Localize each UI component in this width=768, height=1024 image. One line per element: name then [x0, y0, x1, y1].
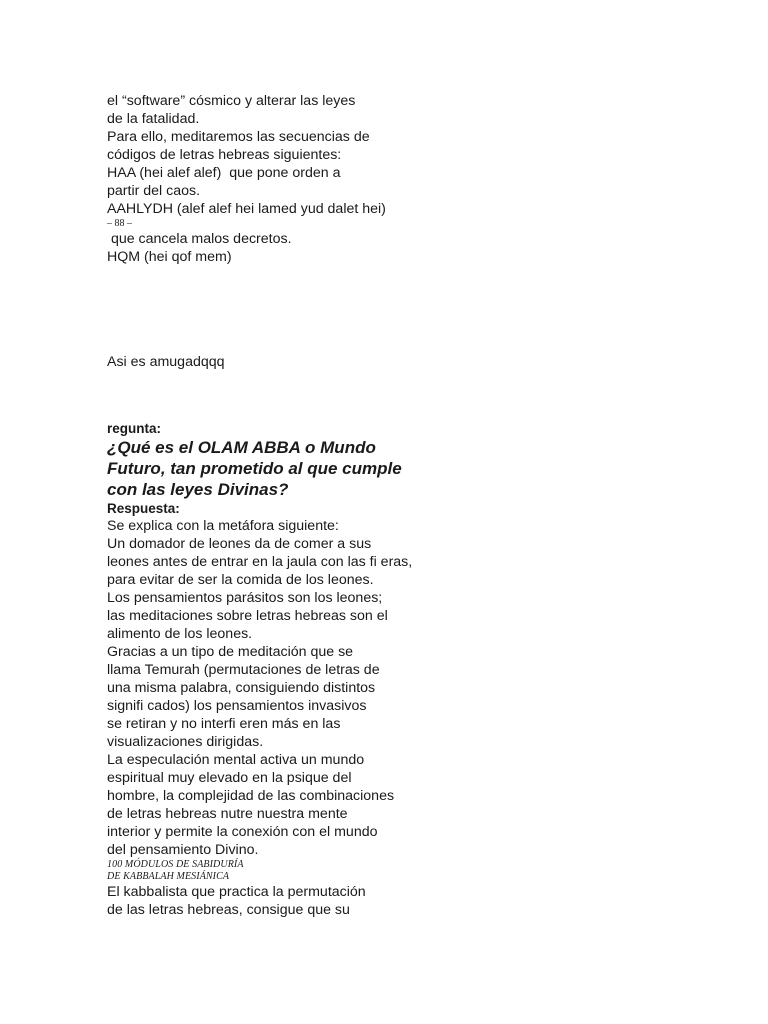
answer-line: Un domador de leones da de comer a sus — [107, 536, 372, 552]
question-line: con las leyes Divinas? — [107, 480, 289, 499]
answer-line: se retiran y no interfi eren más en las — [107, 716, 341, 732]
body-line: de la fatalidad. — [107, 111, 200, 127]
answer-line: Gracias a un tipo de meditación que se — [107, 644, 354, 660]
running-header: 100 MÓDULOS DE SABIDURÍA — [107, 859, 244, 870]
note-text: Asi es amugadqqq — [107, 354, 225, 370]
answer-line: interior y permite la conexión con el mundo — [107, 824, 378, 840]
answer-line: signifi cados) los pensamientos invasivos — [107, 698, 367, 714]
body-line: HAA (hei alef alef) que pone orden a — [107, 165, 341, 181]
note-block — [107, 353, 667, 371]
answer-line: El kabbalista que practica la permutación — [107, 884, 366, 900]
page-number: – 88 – — [107, 218, 132, 229]
body-line: Para ello, meditaremos las secuencias de — [107, 129, 370, 145]
body-line: AAHLYDH (alef alef hei lamed yud dalet hei) — [107, 201, 386, 217]
question-line: ¿Qué es el OLAM ABBA o Mundo — [107, 438, 376, 457]
text-block-intro — [107, 92, 667, 266]
answer-line: visualizaciones dirigidas. — [107, 734, 264, 750]
answer-line: alimento de los leones. — [107, 626, 253, 642]
answer-line: Los pensamientos parásitos son los leones; — [107, 590, 383, 606]
answer-line: de las letras hebreas, consigue que su — [107, 902, 350, 918]
answer-line: llama Temurah (permutaciones de letras de — [107, 662, 380, 678]
answer-line: para evitar de ser la comida de los leones. — [107, 572, 374, 588]
qa-section — [107, 420, 667, 919]
body-line: partir del caos. — [107, 183, 201, 199]
body-line: el “software” cósmico y alterar las leyes — [107, 93, 356, 109]
answer-line: una misma palabra, consiguiendo distintos — [107, 680, 376, 696]
question-line: Futuro, tan prometido al que cumple — [107, 459, 402, 478]
answer-line: de letras hebreas nutre nuestra mente — [107, 806, 348, 822]
body-line: HQM (hei qof mem) — [107, 249, 232, 265]
answer-line: Se explica con la metáfora siguiente: — [107, 518, 339, 534]
answer-label: Respuesta: — [107, 501, 180, 516]
answer-line: del pensamiento Divino. — [107, 842, 259, 858]
answer-line: las meditaciones sobre letras hebreas son el — [107, 608, 388, 624]
answer-line: hombre, la complejidad de las combinaciones — [107, 788, 395, 804]
running-header: DE KABBALAH MESIÁNICA — [107, 871, 230, 882]
body-line: que cancela malos decretos. — [107, 231, 292, 247]
answer-line: La especulación mental activa un mundo — [107, 752, 365, 768]
answer-line: leones antes de entrar en la jaula con las fi eras, — [107, 554, 413, 570]
body-line: códigos de letras hebreas siguientes: — [107, 147, 342, 163]
question-label: regunta: — [107, 421, 161, 436]
answer-line: espiritual muy elevado en la psique del — [107, 770, 352, 786]
